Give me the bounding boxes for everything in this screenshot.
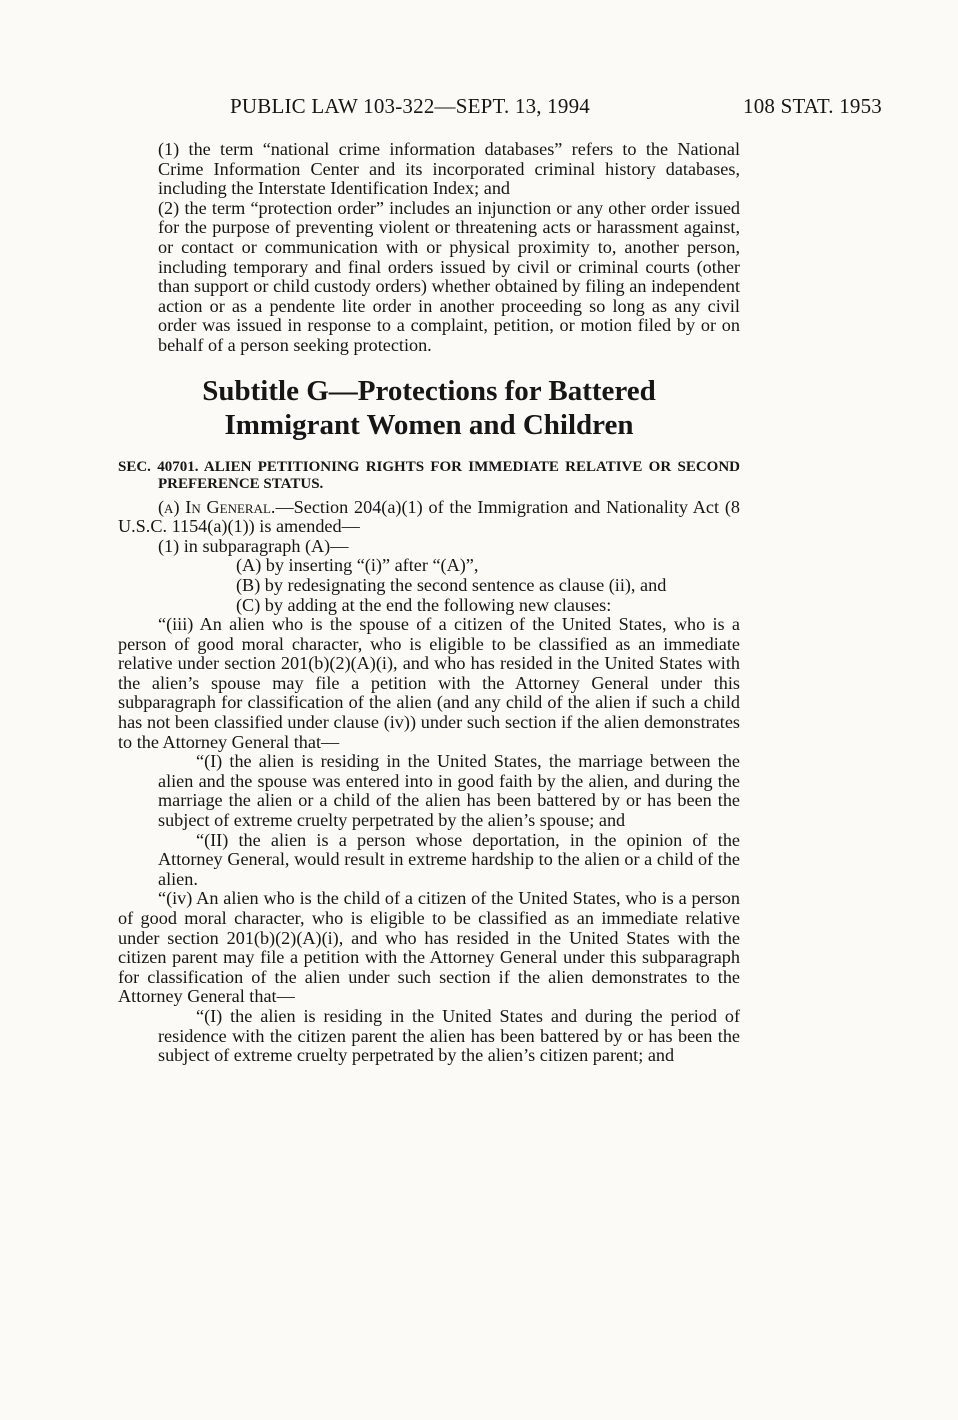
- header-stat-page: 108 STAT. 1953: [743, 94, 882, 118]
- subsection-a: [118, 498, 740, 537]
- subparagraph-A: (A) by inserting “(i)” after “(A)”,: [236, 555, 479, 576]
- subtitle-heading: [118, 374, 740, 442]
- clause-iii: “(iii) An alien who is the spouse of a citizen of the United States, who is a person of good moral character, who is eligible to be classified as an immediate relative under section 201(b)(2)(A)(i), and who has resided in the United States with the alien’s spouse may file a petition with the Attorney General under this subparagraph for classification of the alien (and any child of the alien if such a child has not been classified under clause (iv)) under such section if the alien demonstrates to the Attorney General that—: [118, 614, 740, 752]
- subtitle-line-1: Subtitle G—Protections for Battered: [202, 374, 656, 407]
- section-heading: SEC. 40701. ALIEN PETITIONING RIGHTS FOR IMMEDIATE RELATIVE OR SECOND PREFERENCE STATUS.: [118, 458, 740, 493]
- subparagraph-C: (C) by adding at the end the following new clauses:: [236, 594, 612, 615]
- clause-iv: “(iv) An alien who is the child of a citizen of the United States, who is a person of good moral character, who is eligible to be classified as an immediate relative under section 201(b)(2)(A)(i), and who has resided in the United States with the citizen parent may file a petition with the Attorney General under this subparagraph for classification of the alien under such section if the alien demonstrates to the Attorney General that—: [118, 888, 740, 1007]
- subclause-iii-II: “(II) the alien is a person whose deportation, in the opinion of the Attorney General, would result in extreme hardship to the alien or a child of the alien.: [158, 829, 740, 889]
- subsection-a-label: (a) In General.: [158, 496, 276, 517]
- subtitle-line-2: Immigrant Women and Children: [224, 408, 634, 441]
- subclause-iii-I: “(I) the alien is residing in the United States, the marriage between the alien and the spouse was entered into in good faith by the alien, and during the marriage the alien or a child of the alien has been battered by or has been the subject of extreme cruelty perpetrated by the alien’s spouse; and: [158, 751, 740, 831]
- subsection-a-text: —Section 204(a)(1) of the Immigration and Nationality Act (8 U.S.C. 1154(a)(1)) is amended—: [118, 496, 740, 537]
- subparagraph-B: (B) by redesignating the second sentence as clause (ii), and: [236, 574, 667, 595]
- header-public-law: PUBLIC LAW 103-322—SEPT. 13, 1994: [230, 94, 590, 118]
- paragraph-1: (1) in subparagraph (A)—: [158, 535, 349, 556]
- subclause-iv-I: “(I) the alien is residing in the United States and during the period of residence with the citizen parent the alien has been battered by or has been the subject of extreme cruelty perpetrated by the alien’s citizen parent; and: [158, 1005, 740, 1066]
- definition-paragraph-1: (1) the term “national crime information databases” refers to the National Crime Information Center and its incorporated criminal history databases, including the Interstate Identification Index; and: [158, 139, 740, 199]
- definition-paragraph-2: (2) the term “protection order” includes an injunction or any other order issued for the purpose of preventing violent or threatening acts or harassment against, or contact or communication with or physical proximity to, another person, including temporary and final orders issued by civil or criminal courts (other than support or child custody orders) whether obtained by filing an independent action or as a pendente lite order in another proceeding so long as any civil order was issued in response to a complaint, petition, or motion filed by or on behalf of a person seeking protection.: [158, 197, 740, 355]
- document-body: [118, 140, 740, 1066]
